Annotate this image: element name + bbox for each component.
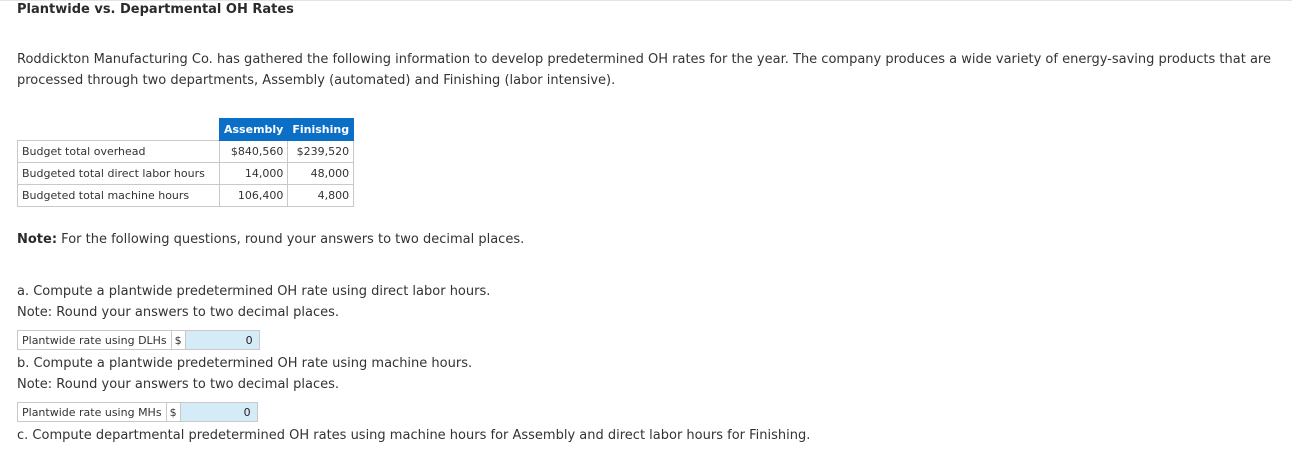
table-header-row (18, 119, 354, 141)
currency-symbol: $ (172, 330, 186, 350)
finishing-value: $239,520 (288, 140, 354, 162)
dlh-rate-input[interactable]: 0 (186, 330, 260, 350)
row-label: Budget total overhead (18, 140, 220, 162)
question-c-text: c. Compute departmental predetermined OH rates using machine hours for Assembly and direct labor hours for Finishing. (17, 428, 811, 443)
header-finishing: Finishing (288, 119, 354, 141)
question-b-text: b. Compute a plantwide predetermined OH rate using machine hours. (17, 356, 473, 371)
table-row (18, 184, 354, 206)
question-a-note: Note: Round your answers to two decimal places. (17, 305, 340, 320)
answer-label-mh: Plantwide rate using MHs (17, 402, 167, 422)
currency-symbol: $ (167, 402, 181, 422)
finishing-value: 48,000 (288, 162, 354, 184)
mh-rate-input[interactable]: 0 (181, 402, 258, 422)
top-divider (0, 0, 1292, 1)
question-b (17, 353, 472, 395)
assembly-value: 14,000 (220, 162, 288, 184)
answer-row-mh (17, 402, 258, 422)
table-corner-cell (18, 119, 220, 141)
finishing-value: 4,800 (288, 184, 354, 206)
note-text: For the following questions, round your answers to two decimal places. (57, 232, 525, 247)
table-row (18, 162, 354, 184)
question-a (17, 281, 490, 323)
assembly-value: 106,400 (220, 184, 288, 206)
budget-table (17, 118, 354, 207)
answer-label-dlh: Plantwide rate using DLHs (17, 330, 172, 350)
row-label: Budgeted total direct labor hours (18, 162, 220, 184)
table-row (18, 140, 354, 162)
note-bold-label: Note: (17, 232, 58, 247)
question-a-text: a. Compute a plantwide predetermined OH rate using direct labor hours. (17, 284, 491, 299)
intro-paragraph: Roddickton Manufacturing Co. has gathered the following information to develop predetermined OH rates for the year. The company produces a wide variety of energy-saving products that are processed through two departments, Assembly (automated) and Finishing (labor intensive). (17, 52, 1271, 88)
question-b-note: Note: Round your answers to two decimal places. (17, 377, 340, 392)
page-title: Plantwide vs. Departmental OH Rates (17, 2, 294, 17)
row-label: Budgeted total machine hours (18, 184, 220, 206)
header-assembly: Assembly (220, 119, 288, 141)
answer-row-dlh (17, 330, 260, 350)
rounding-note (17, 232, 524, 247)
assembly-value: $840,560 (220, 140, 288, 162)
